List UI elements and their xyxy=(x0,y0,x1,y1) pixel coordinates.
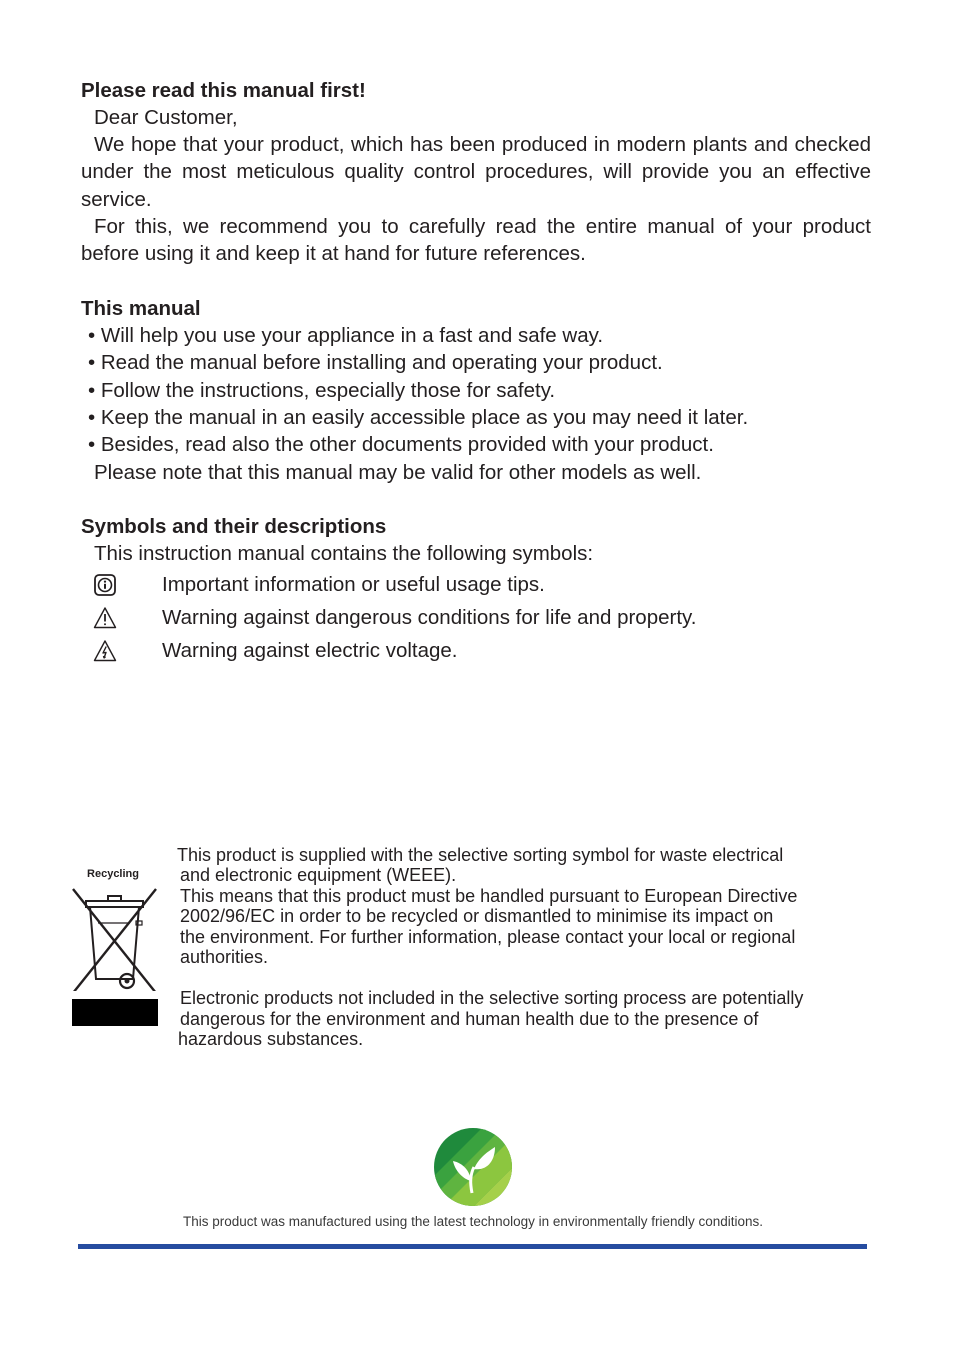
recycling-text-line: hazardous substances. xyxy=(178,1029,364,1049)
recycling-text-line: This product is supplied with the selective sorting symbol for waste electrical xyxy=(177,845,784,865)
symbol-electric-text: Warning against electric voltage. xyxy=(162,639,458,662)
recycling-text-line: and electronic equipment (WEEE). xyxy=(180,865,457,885)
weee-black-bar xyxy=(72,999,158,1026)
manual-bullet: • Keep the manual in an easily accessible place as you may need it later. xyxy=(88,406,749,429)
info-icon xyxy=(93,573,117,597)
intro-heading: Please read this manual first! xyxy=(81,79,366,102)
manual-bullet: • Will help you use your appliance in a fast and safe way. xyxy=(88,324,604,347)
footer-rule xyxy=(78,1244,867,1249)
intro-paragraph-1: We hope that your product, which has been produced in modern plants and checked under the most meticulous quality control procedures, will provide you an effective service. xyxy=(81,133,871,211)
eco-note: This product was manufactured using the latest technology in environmentally friendly conditions. xyxy=(182,1214,764,1229)
warning-triangle-icon xyxy=(93,606,117,630)
recycling-text-line: the environment. For further information, please contact your local or regional xyxy=(180,927,796,947)
manual-heading: This manual xyxy=(81,297,201,320)
weee-logo-label: Recycling xyxy=(87,868,139,880)
symbol-warning-text: Warning against dangerous conditions for life and property. xyxy=(162,606,697,629)
weee-logo xyxy=(70,868,160,996)
crossed-bin-icon xyxy=(70,883,160,991)
intro-greeting: Dear Customer, xyxy=(94,106,238,129)
symbols-intro: This instruction manual contains the following symbols: xyxy=(94,542,594,565)
electric-warning-icon xyxy=(93,639,117,663)
manual-bullet: • Read the manual before installing and operating your product. xyxy=(88,351,663,374)
symbol-info-text: Important information or useful usage tips. xyxy=(162,573,545,596)
recycling-text-line: authorities. xyxy=(180,947,269,967)
symbols-heading: Symbols and their descriptions xyxy=(81,515,387,538)
recycling-text-line: dangerous for the environment and human health due to the presence of xyxy=(180,1009,759,1029)
recycling-text-line: 2002/96/EC in order to be recycled or dismantled to minimise its impact on xyxy=(180,906,774,926)
intro-paragraph-2: For this, we recommend you to carefully read the entire manual of your product before using it and keep it at hand for future references. xyxy=(81,215,871,266)
manual-bullet: • Follow the instructions, especially those for safety. xyxy=(88,379,556,402)
manual-note: Please note that this manual may be valid for other models as well. xyxy=(94,461,702,484)
recycling-text-line: Electronic products not included in the selective sorting process are potentially xyxy=(180,988,804,1008)
leaf-icon xyxy=(433,1127,513,1207)
manual-bullet: • Besides, read also the other documents provided with your product. xyxy=(88,433,714,456)
recycling-text-line: This means that this product must be handled pursuant to European Directive xyxy=(180,886,798,906)
